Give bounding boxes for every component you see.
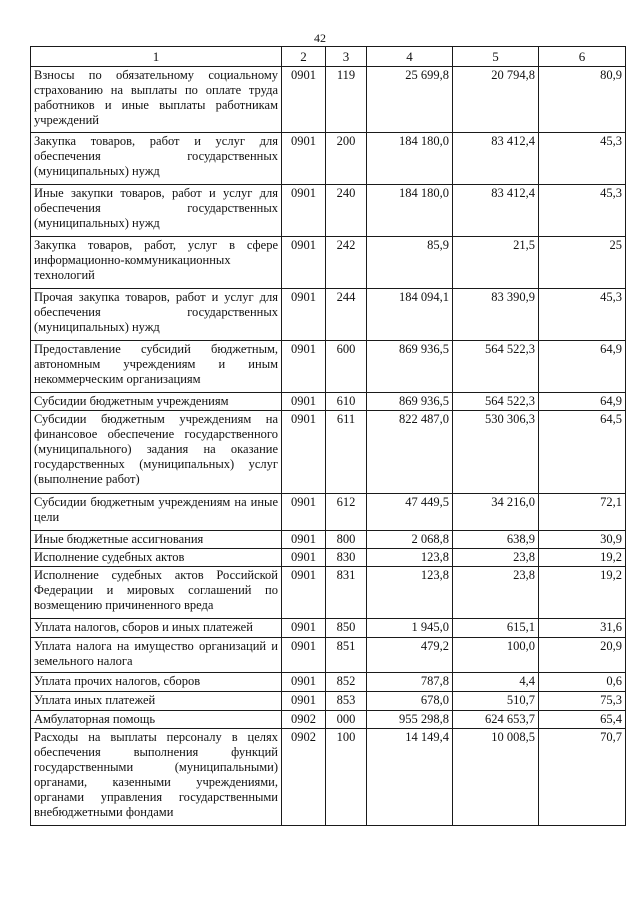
table-row — [31, 341, 626, 393]
actual-amount: 20 794,8 — [453, 67, 539, 133]
row-name: Уплата налогов, сборов и иных платежей — [31, 619, 282, 638]
table-row — [31, 289, 626, 341]
planned-amount: 184 094,1 — [367, 289, 453, 341]
section-code: 0901 — [282, 411, 326, 494]
planned-amount: 1 945,0 — [367, 619, 453, 638]
expense-code: 242 — [326, 237, 367, 289]
execution-percent: 45,3 — [539, 133, 626, 185]
budget-table — [30, 46, 626, 826]
expense-code: 100 — [326, 729, 367, 826]
actual-amount: 564 522,3 — [453, 393, 539, 411]
planned-amount: 869 936,5 — [367, 393, 453, 411]
planned-amount: 25 699,8 — [367, 67, 453, 133]
row-name: Субсидии бюджетным учреждениям — [31, 393, 282, 411]
expense-code: 852 — [326, 673, 367, 692]
section-code: 0901 — [282, 133, 326, 185]
table-row — [31, 673, 626, 692]
row-name: Закупка товаров, работ, услуг в сфере информационно-коммуникационных технологий — [31, 237, 282, 289]
row-name: Амбулаторная помощь — [31, 711, 282, 729]
table-row — [31, 692, 626, 711]
actual-amount: 10 008,5 — [453, 729, 539, 826]
expense-code: 200 — [326, 133, 367, 185]
row-name: Уплата налога на имущество организаций и земельного налога — [31, 638, 282, 673]
expense-code: 831 — [326, 567, 367, 619]
execution-percent: 64,5 — [539, 411, 626, 494]
row-name: Взносы по обязательному социальному страхованию на выплаты по оплате труда работников и иные выплаты работникам учреждений — [31, 67, 282, 133]
section-code: 0901 — [282, 531, 326, 549]
actual-amount: 34 216,0 — [453, 494, 539, 531]
actual-amount: 510,7 — [453, 692, 539, 711]
column-header: 3 — [326, 47, 367, 67]
row-name: Уплата иных платежей — [31, 692, 282, 711]
actual-amount: 83 412,4 — [453, 185, 539, 237]
planned-amount: 85,9 — [367, 237, 453, 289]
expense-code: 600 — [326, 341, 367, 393]
execution-percent: 70,7 — [539, 729, 626, 826]
actual-amount: 100,0 — [453, 638, 539, 673]
execution-percent: 25 — [539, 237, 626, 289]
expense-code: 240 — [326, 185, 367, 237]
section-code: 0901 — [282, 673, 326, 692]
actual-amount: 530 306,3 — [453, 411, 539, 494]
section-code: 0901 — [282, 692, 326, 711]
section-code: 0901 — [282, 341, 326, 393]
section-code: 0901 — [282, 638, 326, 673]
expense-code: 000 — [326, 711, 367, 729]
table-row — [31, 549, 626, 567]
expense-code: 611 — [326, 411, 367, 494]
expense-code: 851 — [326, 638, 367, 673]
actual-amount: 615,1 — [453, 619, 539, 638]
table-row — [31, 567, 626, 619]
row-name: Исполнение судебных актов — [31, 549, 282, 567]
planned-amount: 479,2 — [367, 638, 453, 673]
row-name: Предоставление субсидий бюджетным, автономным учреждениям и иным некоммерческим организациям — [31, 341, 282, 393]
table-row — [31, 133, 626, 185]
actual-amount: 23,8 — [453, 567, 539, 619]
execution-percent: 19,2 — [539, 549, 626, 567]
planned-amount: 47 449,5 — [367, 494, 453, 531]
expense-code: 119 — [326, 67, 367, 133]
expense-code: 800 — [326, 531, 367, 549]
section-code: 0902 — [282, 729, 326, 826]
row-name: Иные бюджетные ассигнования — [31, 531, 282, 549]
table-row — [31, 531, 626, 549]
column-header: 6 — [539, 47, 626, 67]
row-name: Расходы на выплаты персоналу в целях обеспечения выполнения функций государственными (муниципальными) органами, казенными учреждениями, органами управления государственными внебюджетными фондами — [31, 729, 282, 826]
expense-code: 612 — [326, 494, 367, 531]
table-row — [31, 638, 626, 673]
execution-percent: 75,3 — [539, 692, 626, 711]
actual-amount: 4,4 — [453, 673, 539, 692]
column-header: 2 — [282, 47, 326, 67]
section-code: 0901 — [282, 289, 326, 341]
expense-code: 853 — [326, 692, 367, 711]
section-code: 0902 — [282, 711, 326, 729]
actual-amount: 23,8 — [453, 549, 539, 567]
execution-percent: 0,6 — [539, 673, 626, 692]
execution-percent: 30,9 — [539, 531, 626, 549]
actual-amount: 83 412,4 — [453, 133, 539, 185]
row-name: Субсидии бюджетным учреждениям на финансовое обеспечение государственного (муниципального) задания на оказание государственных (муниципальных) услуг (выполнение работ) — [31, 411, 282, 494]
execution-percent: 65,4 — [539, 711, 626, 729]
execution-percent: 64,9 — [539, 341, 626, 393]
expense-code: 244 — [326, 289, 367, 341]
execution-percent: 80,9 — [539, 67, 626, 133]
planned-amount: 2 068,8 — [367, 531, 453, 549]
column-header: 4 — [367, 47, 453, 67]
planned-amount: 123,8 — [367, 567, 453, 619]
execution-percent: 19,2 — [539, 567, 626, 619]
table-row — [31, 411, 626, 494]
actual-amount: 624 653,7 — [453, 711, 539, 729]
table-row — [31, 393, 626, 411]
expense-code: 850 — [326, 619, 367, 638]
section-code: 0901 — [282, 567, 326, 619]
planned-amount: 14 149,4 — [367, 729, 453, 826]
planned-amount: 184 180,0 — [367, 185, 453, 237]
section-code: 0901 — [282, 237, 326, 289]
table-row — [31, 711, 626, 729]
expense-code: 610 — [326, 393, 367, 411]
table-row — [31, 729, 626, 826]
execution-percent: 31,6 — [539, 619, 626, 638]
actual-amount: 638,9 — [453, 531, 539, 549]
actual-amount: 83 390,9 — [453, 289, 539, 341]
table-row — [31, 67, 626, 133]
actual-amount: 21,5 — [453, 237, 539, 289]
section-code: 0901 — [282, 549, 326, 567]
row-name: Закупка товаров, работ и услуг для обеспечения государственных (муниципальных) нужд — [31, 133, 282, 185]
planned-amount: 678,0 — [367, 692, 453, 711]
column-header: 1 — [31, 47, 282, 67]
table-row — [31, 619, 626, 638]
row-name: Исполнение судебных актов Российской Федерации и мировых соглашений по возмещению причиненного вреда — [31, 567, 282, 619]
planned-amount: 123,8 — [367, 549, 453, 567]
section-code: 0901 — [282, 494, 326, 531]
section-code: 0901 — [282, 67, 326, 133]
actual-amount: 564 522,3 — [453, 341, 539, 393]
table-row — [31, 494, 626, 531]
page-number: 42 — [314, 31, 326, 45]
planned-amount: 787,8 — [367, 673, 453, 692]
execution-percent: 64,9 — [539, 393, 626, 411]
row-name: Иные закупки товаров, работ и услуг для обеспечения государственных (муниципальных) нужд — [31, 185, 282, 237]
section-code: 0901 — [282, 393, 326, 411]
planned-amount: 184 180,0 — [367, 133, 453, 185]
planned-amount: 955 298,8 — [367, 711, 453, 729]
expense-code: 830 — [326, 549, 367, 567]
section-code: 0901 — [282, 185, 326, 237]
table-row — [31, 237, 626, 289]
row-name: Субсидии бюджетным учреждениям на иные цели — [31, 494, 282, 531]
row-name: Уплата прочих налогов, сборов — [31, 673, 282, 692]
execution-percent: 20,9 — [539, 638, 626, 673]
section-code: 0901 — [282, 619, 326, 638]
planned-amount: 822 487,0 — [367, 411, 453, 494]
row-name: Прочая закупка товаров, работ и услуг для обеспечения государственных (муниципальных) нужд — [31, 289, 282, 341]
planned-amount: 869 936,5 — [367, 341, 453, 393]
table-header-row — [31, 47, 626, 67]
execution-percent: 72,1 — [539, 494, 626, 531]
column-header: 5 — [453, 47, 539, 67]
execution-percent: 45,3 — [539, 289, 626, 341]
table-row — [31, 185, 626, 237]
execution-percent: 45,3 — [539, 185, 626, 237]
